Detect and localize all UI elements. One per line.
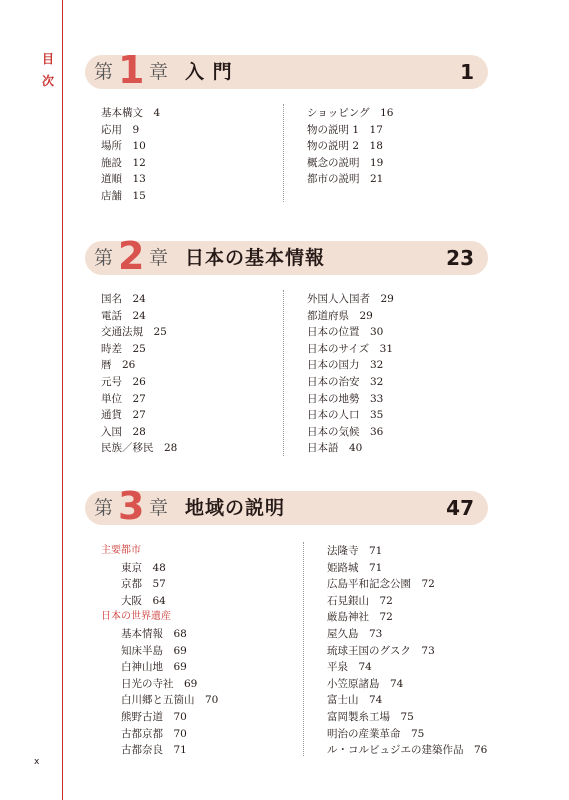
chapter-2-label-post: 章 <box>149 247 169 269</box>
chapter-3-page: 47 <box>446 496 474 520</box>
toc-entry[interactable]: 通貨 27 <box>101 409 146 422</box>
side-title-char-1: 目 <box>41 52 54 66</box>
chapter-1-page: 1 <box>460 60 474 84</box>
toc-entry[interactable]: 知床半島 69 <box>121 644 187 657</box>
toc-entry[interactable]: ル・コルビュジエの建築作品 76 <box>327 744 488 757</box>
toc-entry[interactable]: 明治の産業革命 75 <box>327 727 425 740</box>
toc-entry[interactable]: 単位 27 <box>101 392 146 405</box>
toc-entry[interactable]: 日光の寺社 69 <box>121 677 198 690</box>
toc-entry[interactable]: 琉球王国のグスク 73 <box>327 644 435 657</box>
toc-entry[interactable]: ショッピング 16 <box>307 107 394 119</box>
toc-entry[interactable]: 交通法規 25 <box>101 326 167 339</box>
chapter-2-title: 日本の基本情報 <box>185 247 326 269</box>
toc-entry[interactable]: 日本の位置 30 <box>307 326 384 339</box>
page-number: x <box>34 757 40 767</box>
chapter-1-title: 入 門 <box>185 61 233 83</box>
toc-entry[interactable]: 都道府県 29 <box>307 309 373 322</box>
toc-entry[interactable]: 古都京都 70 <box>121 727 187 740</box>
toc-entry[interactable]: 外国人入国者 29 <box>307 293 394 305</box>
toc-entry[interactable]: 日本の国力 32 <box>307 359 384 372</box>
toc-entry[interactable]: 京都 57 <box>121 578 166 591</box>
chapter-1-left-list <box>101 105 160 205</box>
column-divider <box>283 290 284 456</box>
toc-entry[interactable]: 道順 13 <box>101 173 146 186</box>
toc-entry[interactable]: 日本の人口 35 <box>307 409 384 422</box>
toc-side-title <box>41 48 55 92</box>
toc-entry[interactable]: 古都奈良 71 <box>121 744 187 757</box>
toc-entry[interactable]: 大阪 64 <box>121 594 166 607</box>
toc-entry[interactable]: 基本情報 68 <box>121 627 187 640</box>
toc-entry[interactable]: 物の説明 1 17 <box>307 123 383 136</box>
chapter-1-label-post: 章 <box>149 61 169 83</box>
toc-entry[interactable]: 屋久島 73 <box>327 627 383 640</box>
toc-entry[interactable]: 概念の説明 19 <box>307 156 384 169</box>
chapter-3-title: 地域の説明 <box>185 497 286 519</box>
chapter-3-label-pre: 第 <box>94 497 114 519</box>
toc-entry[interactable]: 元号 26 <box>101 375 146 388</box>
toc-entry[interactable]: 厳島神社 72 <box>327 611 393 624</box>
toc-entry[interactable]: 姫路城 71 <box>327 561 383 574</box>
chapter-3-header[interactable] <box>85 484 488 528</box>
toc-entry[interactable]: 熊野古道 70 <box>121 710 187 723</box>
toc-entry[interactable]: 石見銀山 72 <box>327 594 393 607</box>
toc-entry[interactable]: 場所 10 <box>101 140 146 153</box>
toc-entry[interactable]: 日本の気候 36 <box>307 425 384 438</box>
toc-entry[interactable]: 広島平和記念公園 72 <box>327 578 435 591</box>
chapter-1-header[interactable] <box>85 48 488 92</box>
chapter-1-right-list <box>307 105 393 188</box>
toc-entry[interactable]: 国名 24 <box>101 293 146 305</box>
toc-entry[interactable]: 都市の説明 21 <box>307 173 384 186</box>
toc-entry[interactable]: 電話 24 <box>101 309 146 322</box>
toc-entry[interactable]: 応用 9 <box>101 123 140 136</box>
chapter-1-label-pre: 第 <box>94 61 114 83</box>
chapter-1-number: 1 <box>118 48 145 92</box>
toc-entry[interactable]: 基本構文 4 <box>101 107 161 119</box>
margin-rule <box>62 0 63 800</box>
chapter-2-number: 2 <box>118 234 145 278</box>
chapter-3-right-list <box>327 543 487 759</box>
toc-entry[interactable]: 日本の治安 32 <box>307 375 384 388</box>
toc-entry[interactable]: 富岡製糸工場 75 <box>327 710 414 723</box>
toc-entry[interactable]: 白神山地 69 <box>121 661 187 674</box>
toc-entry[interactable]: 日本のサイズ 31 <box>307 342 394 355</box>
column-divider <box>303 542 304 756</box>
column-divider <box>283 104 284 202</box>
toc-entry[interactable]: 小笠原諸島 74 <box>327 677 404 690</box>
chapter-2-header[interactable] <box>85 234 488 278</box>
toc-entry[interactable]: 平泉 74 <box>327 661 372 674</box>
toc-entry[interactable]: 日本語 40 <box>307 442 363 455</box>
toc-entry[interactable]: 暦 26 <box>101 359 136 372</box>
toc-entry[interactable]: 日本の地勢 33 <box>307 392 384 405</box>
toc-entry[interactable]: 法隆寺 71 <box>327 545 383 557</box>
toc-entry[interactable]: 入国 28 <box>101 425 146 438</box>
toc-entry[interactable]: 東京 48 <box>121 561 166 574</box>
chapter-2-right-list <box>307 291 394 457</box>
chapter-3-left-list <box>101 543 218 759</box>
chapter-2-left-list <box>101 291 177 457</box>
side-title-char-2: 次 <box>41 74 54 88</box>
chapter-2-label-pre: 第 <box>94 247 114 269</box>
chapter-3-label-post: 章 <box>149 497 169 519</box>
toc-entry[interactable]: 時差 25 <box>101 342 146 355</box>
toc-entry[interactable]: 富士山 74 <box>327 694 383 707</box>
section-heading-major-cities[interactable]: 主要都市 <box>101 545 141 556</box>
toc-entry[interactable]: 白川郷と五箇山 70 <box>121 694 219 707</box>
toc-entry[interactable]: 民族／移民 28 <box>101 442 178 455</box>
toc-entry[interactable]: 店舗 15 <box>101 189 146 202</box>
toc-entry[interactable]: 物の説明 2 18 <box>307 140 383 153</box>
toc-entry[interactable]: 施設 12 <box>101 156 146 169</box>
chapter-3-number: 3 <box>118 484 145 528</box>
section-heading-world-heritage[interactable]: 日本の世界遺産 <box>101 611 171 623</box>
chapter-2-page: 23 <box>446 246 474 270</box>
